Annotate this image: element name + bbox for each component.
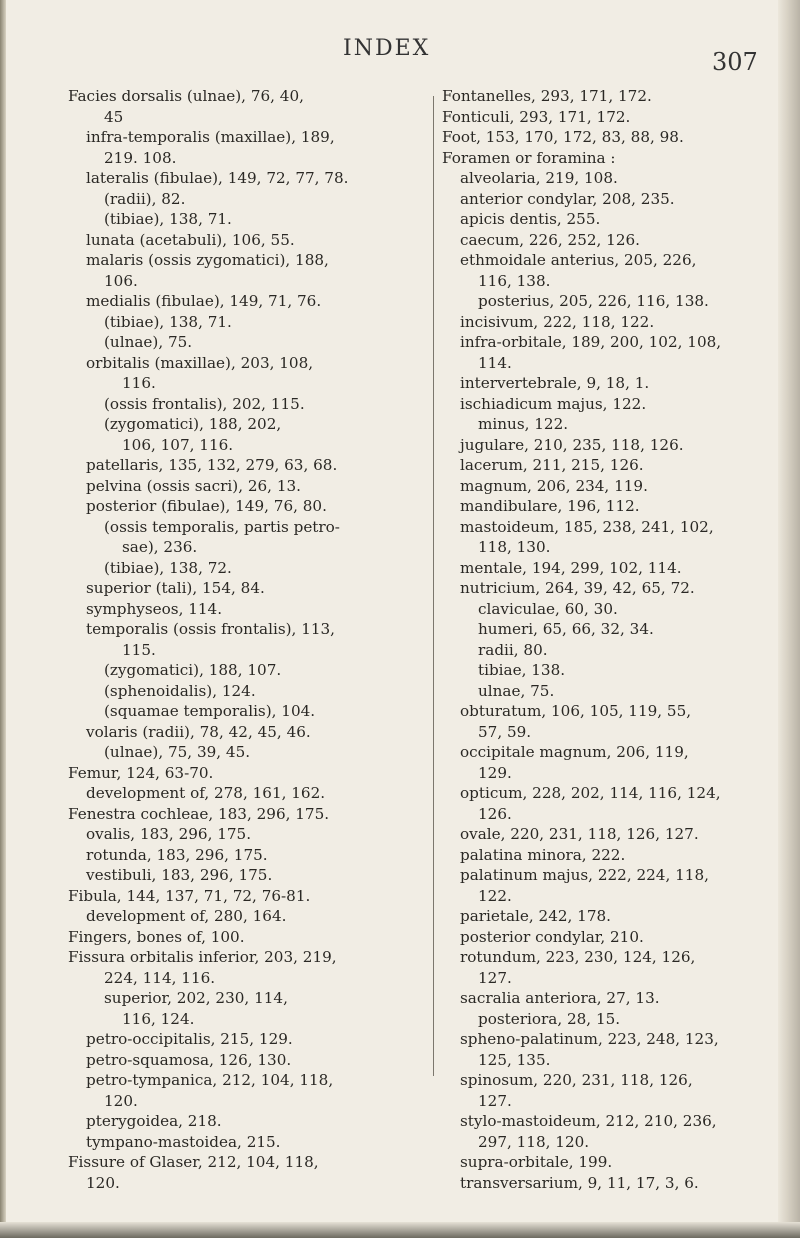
index-subentry: temporalis (ossis frontalis), 113, (86, 620, 336, 638)
index-subentry: alveolaria, 219, 108. (460, 169, 618, 187)
index-entry: Foot, 153, 170, 172, 83, 88, 98. (442, 128, 684, 146)
index-subentry: 120. (104, 1091, 138, 1110)
index-subentry: rotunda, 183, 296, 175. (86, 845, 268, 864)
index-subentry: ulnae, 75. (478, 681, 555, 700)
index-subentry: (radii), 82. (104, 189, 186, 208)
index-subentry: infra-temporalis (maxillae), 189, (86, 128, 335, 146)
index-entry: Foramen or foramina : (442, 148, 616, 167)
index-subentry: mastoideum, 185, 238, 241, 102, (460, 517, 714, 536)
index-column-right (442, 86, 772, 1193)
index-subentry: magnum, 206, 234, 119. (460, 476, 648, 495)
index-subentry: humeri, 65, 66, 32, 34. (478, 620, 654, 638)
index-subentry: 120. (86, 1173, 120, 1192)
index-subentry: incisivum, 222, 118, 122. (460, 312, 655, 331)
index-subentry: petro-occipitalis, 215, 129. (86, 1030, 293, 1048)
index-subentry: sae), 236. (122, 538, 198, 556)
index-subentry: 45 (104, 107, 124, 126)
index-subentry: patellaris, 135, 132, 279, 63, 68. (86, 456, 338, 474)
index-subentry: minus, 122. (478, 415, 569, 433)
index-entry: Femur, 124, 63-70. (68, 763, 214, 782)
index-subentry: apicis dentis, 255. (460, 210, 601, 228)
running-head: INDEX (343, 36, 431, 61)
index-subentry: pelvina (ossis sacri), 26, 13. (86, 476, 301, 495)
index-subentry: 106. (104, 271, 138, 290)
page-bottom-edge-shadow (0, 1222, 800, 1238)
index-subentry: orbitalis (maxillae), 203, 108, (86, 353, 314, 372)
index-subentry: petro-squamosa, 126, 130. (86, 1050, 292, 1069)
index-subentry: superior (tali), 154, 84. (86, 579, 265, 597)
index-entry: Fenestra cochleae, 183, 296, 175. (68, 804, 330, 823)
index-subentry: tympano-mastoidea, 215. (86, 1132, 281, 1151)
index-subentry: symphyseos, 114. (86, 599, 223, 618)
column-divider (433, 96, 434, 1076)
index-subentry: caecum, 226, 252, 126. (460, 230, 640, 249)
index-subentry: stylo-mastoideum, 212, 210, 236, (460, 1112, 717, 1130)
index-subentry: 118, 130. (478, 538, 551, 556)
index-subentry: (sphenoidalis), 124. (104, 681, 256, 700)
index-subentry: (ossis temporalis, partis petro- (104, 517, 340, 536)
index-subentry: infra-orbitale, 189, 200, 102, 108, (460, 333, 722, 351)
index-subentry: lateralis (fibulae), 149, 72, 77, 78. (86, 169, 349, 187)
index-subentry: claviculae, 60, 30. (478, 599, 618, 618)
page-header (0, 30, 800, 76)
index-subentry: ethmoidale anterius, 205, 226, (460, 251, 697, 269)
index-entry: Facies dorsalis (ulnae), 76, 40, (68, 87, 304, 105)
index-subentry: anterior condylar, 208, 235. (460, 189, 675, 208)
index-subentry: posterius, 205, 226, 116, 138. (478, 292, 709, 310)
index-subentry: 116, 124. (122, 1009, 195, 1028)
index-subentry: (tibiae), 138, 71. (104, 312, 232, 331)
index-subentry: rotundum, 223, 230, 124, 126, (460, 948, 696, 966)
index-subentry: 125, 135. (478, 1050, 551, 1069)
index-subentry: nutricium, 264, 39, 42, 65, 72. (460, 579, 695, 597)
index-subentry: ovale, 220, 231, 118, 126, 127. (460, 825, 699, 843)
index-subentry: palatina minora, 222. (460, 845, 626, 864)
index-subentry: 126. (478, 804, 512, 823)
index-subentry: lunata (acetabuli), 106, 55. (86, 230, 295, 249)
index-subentry: occipitale magnum, 206, 119, (460, 743, 689, 761)
index-subentry: jugulare, 210, 235, 118, 126. (460, 435, 684, 454)
index-subentry: opticum, 228, 202, 114, 116, 124, (460, 784, 721, 802)
index-subentry: volaris (radii), 78, 42, 45, 46. (86, 722, 311, 741)
index-subentry: petro-tympanica, 212, 104, 118, (86, 1071, 334, 1089)
index-subentry: pterygoidea, 218. (86, 1112, 222, 1130)
index-subentry: spinosum, 220, 231, 118, 126, (460, 1071, 693, 1089)
index-subentry: ischiadicum majus, 122. (460, 394, 647, 413)
index-subentry: posterior (fibulae), 149, 76, 80. (86, 497, 327, 515)
index-subentry: 129. (478, 763, 512, 782)
index-subentry: 116. (122, 374, 156, 392)
index-entry: Fissure of Glaser, 212, 104, 118, (68, 1153, 319, 1171)
index-subentry: superior, 202, 230, 114, (104, 989, 288, 1007)
index-subentry: sacralia anteriora, 27, 13. (460, 989, 660, 1007)
index-subentry: (zygomatici), 188, 107. (104, 661, 282, 679)
index-column-left (68, 86, 428, 1193)
index-subentry: (ulnae), 75, 39, 45. (104, 743, 251, 761)
index-subentry: spheno-palatinum, 223, 248, 123, (460, 1030, 719, 1048)
index-subentry: parietale, 242, 178. (460, 907, 611, 925)
index-subentry: tibiae, 138. (478, 661, 566, 679)
index-subentry: (zygomatici), 188, 202, (104, 415, 282, 433)
index-subentry: development of, 278, 161, 162. (86, 784, 326, 802)
index-subentry: posteriora, 28, 15. (478, 1009, 621, 1028)
index-subentry: (ulnae), 75. (104, 333, 193, 351)
index-subentry: vestibuli, 183, 296, 175. (86, 866, 273, 884)
index-subentry: (tibiae), 138, 71. (104, 210, 232, 228)
index-subentry: mentale, 194, 299, 102, 114. (460, 558, 682, 577)
index-subentry: ovalis, 183, 296, 175. (86, 825, 252, 843)
page-number: 307 (712, 48, 758, 76)
index-subentry: intervertebrale, 9, 18, 1. (460, 374, 650, 392)
index-subentry: 57, 59. (478, 722, 532, 741)
index-subentry: transversarium, 9, 11, 17, 3, 6. (460, 1173, 699, 1192)
index-subentry: radii, 80. (478, 640, 548, 659)
index-subentry: 224, 114, 116. (104, 968, 216, 987)
index-subentry: palatinum majus, 222, 224, 118, (460, 866, 709, 884)
index-subentry: obturatum, 106, 105, 119, 55, (460, 702, 692, 720)
index-entry: Fonticuli, 293, 171, 172. (442, 107, 631, 126)
index-subentry: 115. (122, 640, 156, 659)
index-subentry: supra-orbitale, 199. (460, 1153, 613, 1171)
index-subentry: development of, 280, 164. (86, 907, 287, 925)
index-subentry: 106, 107, 116. (122, 435, 234, 454)
index-subentry: (ossis frontalis), 202, 115. (104, 394, 305, 413)
index-entry: Fontanelles, 293, 171, 172. (442, 87, 652, 105)
index-subentry: mandibulare, 196, 112. (460, 497, 640, 515)
page-left-edge-shadow (0, 0, 6, 1238)
index-entry: Fingers, bones of, 100. (68, 927, 245, 946)
index-subentry: 116, 138. (478, 271, 551, 290)
index-subentry: 122. (478, 886, 512, 905)
index-subentry: malaris (ossis zygomatici), 188, (86, 251, 329, 269)
index-entry: Fibula, 144, 137, 71, 72, 76-81. (68, 886, 311, 905)
index-entry: Fissura orbitalis inferior, 203, 219, (68, 948, 337, 966)
index-subentry: 127. (478, 1091, 512, 1110)
index-subentry: (tibiae), 138, 72. (104, 558, 232, 577)
index-subentry: (squamae temporalis), 104. (104, 702, 316, 720)
index-subentry: 297, 118, 120. (478, 1132, 590, 1151)
index-subentry: 127. (478, 968, 512, 987)
index-subentry: 219. 108. (104, 148, 177, 167)
page-right-edge-shadow (778, 0, 800, 1238)
index-subentry: 114. (478, 353, 512, 372)
index-subentry: posterior condylar, 210. (460, 927, 644, 946)
index-subentry: lacerum, 211, 215, 126. (460, 456, 644, 474)
index-subentry: medialis (fibulae), 149, 71, 76. (86, 292, 322, 310)
